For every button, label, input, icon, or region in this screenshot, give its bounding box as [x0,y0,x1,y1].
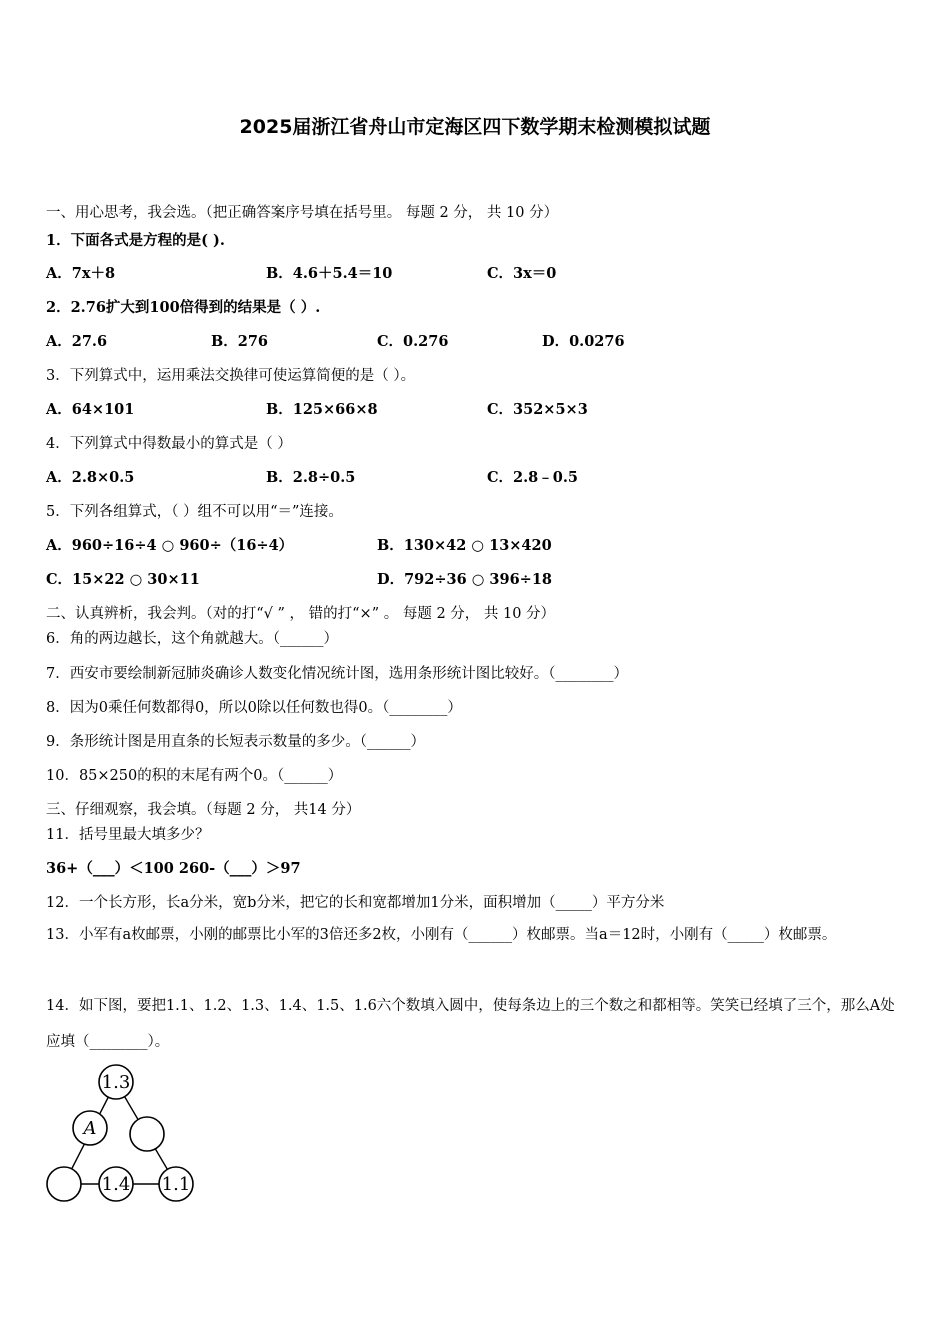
q5-option-c: C．15×22 ○ 30×11 [46,571,200,588]
question-10: 10．85×250的积的末尾有两个0。（______） [46,768,343,784]
question-5: 5．下列各组算式，（ ）组不可以用“＝”连接。 [46,504,343,520]
circle-right-mid [130,1117,164,1151]
q3-option-a: A．64×101 [46,401,135,418]
q2-option-c: C．0.276 [377,333,449,350]
question-6: 6．角的两边越长，这个角就越大。（______） [46,631,338,647]
circle-top-label: 1.3 [101,1072,131,1093]
question-14: 14．如下图，要把1.1、1.2、1.3、1.4、1.5、1.6六个数填入圆中，使每条边上的三个数之和都相等。笑笑已经填了三个，那么A处应填（________）。 [46,998,895,1050]
question-13: 13．小军有a枚邮票，小刚的邮票比小军的3倍还多2枚，小刚有（______）枚邮票。当a＝12时，小刚有（_____）枚邮票。 [46,927,837,943]
section-2-heading: 二、认真辨析，我会判。（对的打“√ ” ， 错的打“×” 。 每题 2 分， 共 10 分） [46,606,556,622]
question-9: 9．条形统计图是用直条的长短表示数量的多少。（______） [46,734,425,750]
page-title: 2025届浙江省舟山市定海区四下数学期末检测模拟试题 [239,116,711,138]
q1-option-b: B．4.6＋5.4＝10 [266,265,393,282]
q1-option-c: C．3x＝0 [487,265,557,282]
question-1: 1．下面各式是方程的是( ). [46,232,225,249]
q4-option-b: B．2.8÷0.5 [266,469,356,486]
q4-option-c: C．2.8﹣0.5 [487,469,578,486]
section-1-heading: 一、用心思考，我会选。（把正确答案序号填在括号里。 每题 2 分， 共 10 分） [46,205,559,221]
question-8: 8．因为0乘任何数都得0，所以0除以任何数也得0。（________） [46,700,462,716]
circle-bottom-mid-label: 1.4 [101,1174,131,1195]
triangle-circle-figure [44,1062,196,1204]
q5-option-b: B．130×42 ○ 13×420 [377,537,552,554]
circle-left-mid-label: A [83,1118,97,1139]
q1-option-a: A．7x＋8 [46,265,116,282]
q2-option-b: B．276 [211,333,269,350]
question-2: 2．2.76扩大到100倍得到的结果是（ ）. [46,299,321,316]
circle-bottom-left [47,1167,81,1201]
question-12: 12．一个长方形，长a分米，宽b分米，把它的长和宽都增加1分米，面积增加（_____）平方分米 [46,895,665,911]
question-7: 7．西安市要绘制新冠肺炎确诊人数变化情况统计图，选用条形统计图比较好。（________） [46,666,628,682]
question-3: 3．下列算式中，运用乘法交换律可使运算简便的是（ ）。 [46,368,416,384]
q3-option-c: C．352×5×3 [487,401,588,418]
q3-option-b: B．125×66×8 [266,401,378,418]
question-11-expression: 36+（___）＜100 260-（___）＞97 [46,860,301,877]
q2-option-a: A．27.6 [46,333,108,350]
q5-option-d: D．792÷36 ○ 396÷18 [377,571,553,588]
q5-option-a: A．960÷16÷4 ○ 960÷（16÷4） [46,537,294,554]
q4-option-a: A．2.8×0.5 [46,469,135,486]
question-11: 11．括号里最大填多少？ [46,827,210,843]
circle-bottom-right-label: 1.1 [161,1174,191,1195]
section-3-heading: 三、仔细观察，我会填。（每题 2 分， 共14 分） [46,802,361,818]
question-4: 4．下列算式中得数最小的算式是（ ） [46,436,292,452]
q2-option-d: D．0.0276 [542,333,625,350]
